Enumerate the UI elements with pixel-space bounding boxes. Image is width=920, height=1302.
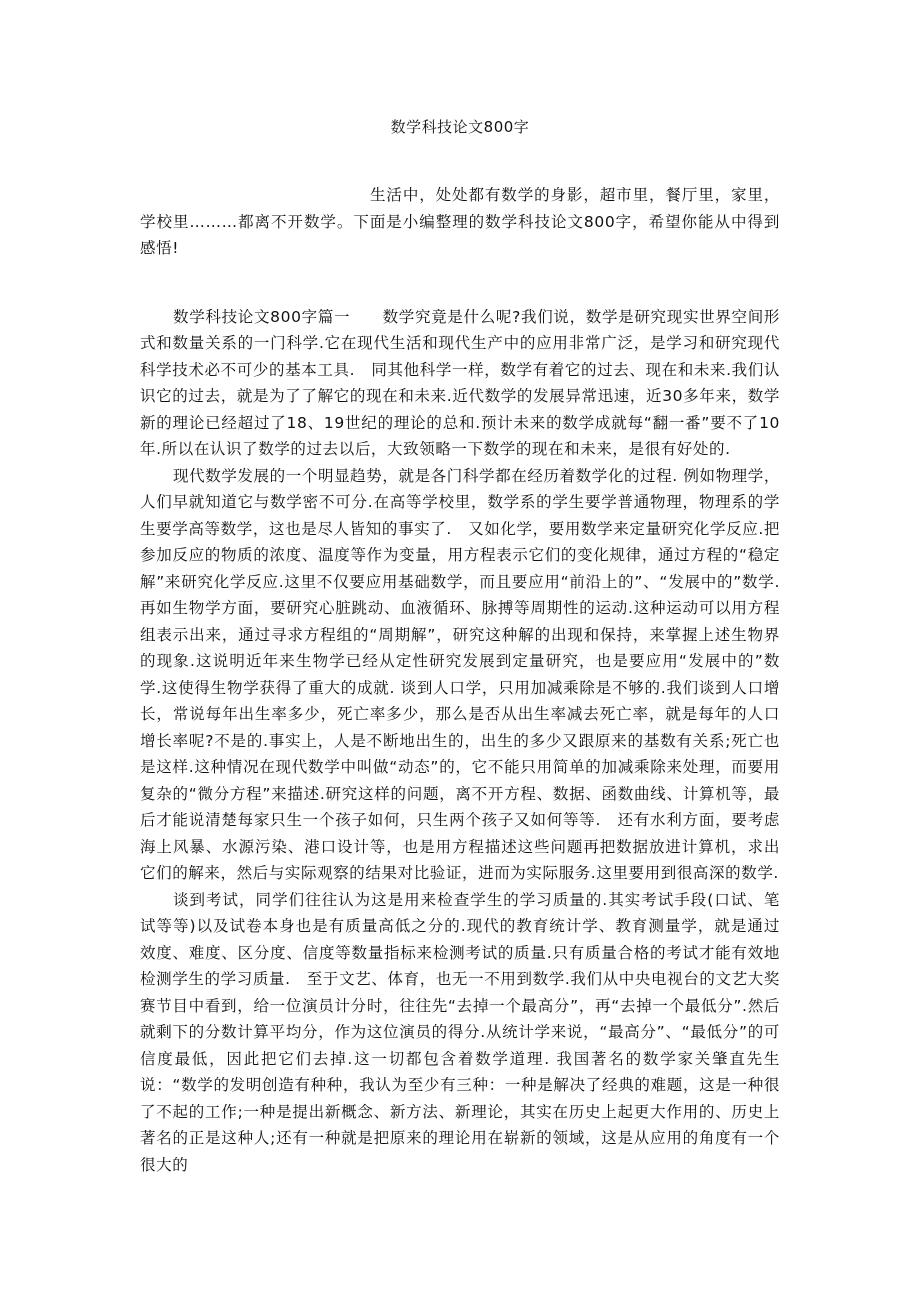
body-paragraph-3: 谈到考试，同学们往往认为这是用来检查学生的学习质量的.其实考试手段(口试、笔试等等)以及试卷本身也是有质量高低之分的.现代的教育统计学、教育测量学，就是通过效度、难度、区分度、信度等数量指标来检测考试的质量.只有质量合格的考试才能有效地检测学生的学习质量. 至于文艺、体育，也无一不用到数学.我们从中央电视台的文艺大奖赛节目中看到，给一位演员计分时，往往先“去掉一个最高分”，再“去掉一个最低分”.然后就剩下的分数计算平均分，作为这位演员的得分.从统计学来说，“最高分”、“最低分”的可信度最低，因此把它们去掉.这一切都包含着数学道理. 我国著名的数学家关肇直先生说：“数学的发明创造有种种，我认为至少有三种：一种是解决了经典的难题，这是一种很了不起的工作;一种是提出新概念、新方法、新理论，其实在历史上起更大作用的、历史上著名的正是这种人;还有一种就是把原来的理论用在崭新的领域，这是从应用的角度有一个很大的 bbox=[140, 890, 780, 1174]
body-paragraph-1: 数学科技论文800字篇一 数学究竟是什么呢?我们说，数学是研究现实世界空间形式和数量关系的一门科学.它在现代生活和现代生产中的应用非常广泛，是学习和研究现代科学技术必不可少的基本工具. 同其他科学一样，数学有着它的过去、现在和未来.我们认识它的过去，就是为了了解它的现在和未来.近代数学的发展异常迅速，近30多年来，数学新的理论已经超过了18、19世纪的理论的总和.预计未来的数学成就每“翻一番”要不了10年.所以在认识了数学的过去以后，大致领略一下数学的现在和未来，是很有好处的. bbox=[140, 307, 780, 458]
intro-paragraph: 生活中，处处都有数学的身影，超市里，餐厅里，家里，学校里………都离不开数学。下面是小编整理的数学科技论文800字，希望你能从中得到感悟! bbox=[140, 186, 780, 257]
body-paragraph-2: 现代数学发展的一个明显趋势，就是各门科学都在经历着数学化的过程. 例如物理学，人们早就知道它与数学密不可分.在高等学校里，数学系的学生要学普通物理，物理系的学生要学高等数学，这也是尽人皆知的事实了. 又如化学，要用数学来定量研究化学反应.把参加反应的物质的浓度、温度等作为变量，用方程表示它们的变化规律，通过方程的“稳定解”来研究化学反应.这里不仅要应用基础数学，而且要应用“前沿上的”、“发展中的”数学. 再如生物学方面，要研究心脏跳动、血液循环、脉搏等周期性的运动.这种运动可以用方程组表示出来，通过寻求方程组的“周期解”，研究这种解的出现和保持，来掌握上述生物界的现象.这说明近年来生物学已经从定性研究发展到定量研究，也是要应用“发展中的”数学.这使得生物学获得了重大的成就. 谈到人口学，只用加减乘除是不够的.我们谈到人口增长，常说每年出生率多少，死亡率多少，那么是否从出生率减去死亡率，就是每年的人口增长率呢?不是的.事实上，人是不断地出生的，出生的多少又跟原来的基数有关系;死亡也是这样.这种情况在现代数学中叫做“动态”的，它不能只用简单的加减乘除来处理，而要用复杂的“微分方程”来描述.研究这样的问题，离不开方程、数据、函数曲线、计算机等，最后才能说清楚每家只生一个孩子如何，只生两个孩子又如何等等. 还有水利方面，要考虑海上风暴、水源污染、港口设计等，也是用方程描述这些问题再把数据放进计算机，求出它们的解来，然后与实际观察的结果对比验证，进而为实际服务.这里要用到很高深的数学. bbox=[140, 466, 780, 882]
paragraph-spacer bbox=[140, 262, 780, 304]
document-body bbox=[140, 182, 780, 1178]
document-title: 数学科技论文800字 bbox=[390, 118, 530, 136]
